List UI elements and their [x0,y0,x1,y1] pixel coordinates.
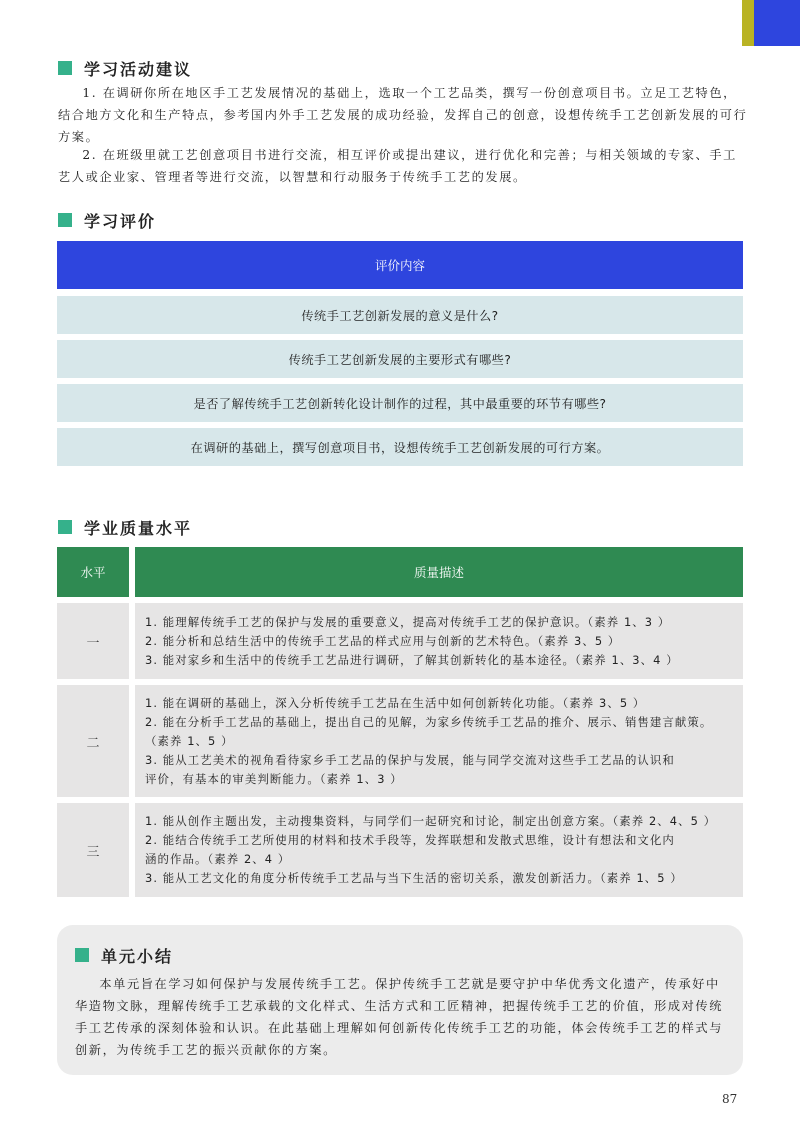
quality-level-1: 一 [57,603,129,679]
quality-desc-1 [135,603,743,679]
quality-desc-line: 1. 能在调研的基础上，深入分析传统手工艺品在生活中如何创新转化功能。（素养 3、5 ） [145,695,646,710]
quality-desc-line: 3. 能从工艺美术的视角看待家乡手工艺品的保护与发展，能与同学交流对这些手工艺品的认识和 [145,752,675,767]
quality-col-level-header: 水平 [57,547,129,597]
section-marker-icon [58,520,72,534]
activity-paragraph-1: 1. 在调研你所在地区手工艺发展情况的基础上，选取一个工艺品类，撰写一份创意项目书。立足工艺特色，结合地方文化和生产特点，参考国内外手工艺发展的成功经验，发挥自己的创意，设想传统手工艺创新发展的可行方案。 [58,86,748,144]
activity-section-title [58,58,192,78]
quality-title: 学业质量水平 [84,518,193,538]
quality-section-title [58,517,192,537]
quality-desc-line: 2. 能在分析手工艺品的基础上，提出自己的见解，为家乡传统手工艺品的推介、展示、销售建言献策。 [145,714,713,729]
quality-desc-line: 1. 能理解传统手工艺的保护与发展的重要意义，提高对传统手工艺的保护意识。（素养 1、3 ） [145,614,671,629]
quality-level-2: 二 [57,685,129,797]
quality-desc-line: 1. 能从创作主题出发，主动搜集资料，与同学们一起研究和讨论，制定出创意方案。（素养 2、4、5 ） [145,814,717,828]
quality-desc-line: 涵的作品。（素养 2、4 ） [145,852,291,866]
summary-box [57,925,743,1075]
quality-desc-line: （素养 1、5 ） [145,733,234,748]
quality-desc-3 [135,803,743,897]
corner-decoration-blue [754,0,800,46]
corner-decoration-olive [742,0,754,46]
quality-desc-line: 评价，有基本的审美判断能力。（素养 1、3 ） [145,771,403,786]
section-marker-icon [58,61,72,75]
summary-text: 本单元旨在学习如何保护与发展传统手工艺。保护传统手工艺就是要守护中华优秀文化遗产，传承好中华造物文脉，理解传统手工艺承载的文化样式、生活方式和工匠精神，把握传统手工艺的价值，形成对传统手工艺传承的深刻体验和认识。在此基础上理解如何创新传化传统手工艺的功能，体会传统手工艺的样式与创新，为传统手工艺的振兴贡献你的方案。 [75,977,724,1057]
summary-title: 单元小结 [101,946,174,966]
quality-desc-line: 2. 能分析和总结生活中的传统手工艺品的样式应用与创新的艺术特色。（素养 3、5 ） [145,633,621,648]
quality-col-desc-header: 质量描述 [135,547,743,597]
quality-desc-2 [135,685,743,797]
summary-section-title [75,945,173,965]
evaluation-title: 学习评价 [84,211,157,231]
quality-desc-line: 3. 能对家乡和生活中的传统手工艺品进行调研，了解其创新转化的基本途径。（素养 1、3、4 ） [145,652,679,667]
section-marker-icon [58,213,72,227]
quality-desc-line: 3. 能从工艺文化的角度分析传统手工艺品与当下生活的密切关系，激发创新活力。（素养 1、5 ） [145,871,683,885]
page-number: 87 [722,1092,738,1106]
quality-desc-line: 2. 能结合传统手工艺所使用的材料和技术手段等，发挥联想和发散式思维，设计有想法和文化内 [145,833,675,847]
evaluation-row: 传统手工艺创新发展的意义是什么? [57,296,743,334]
evaluation-table-header: 评价内容 [57,241,743,289]
evaluation-row: 在调研的基础上，撰写创意项目书，设想传统手工艺创新发展的可行方案。 [57,428,743,466]
evaluation-section-title [58,210,156,230]
activity-paragraph-2: 2. 在班级里就工艺创意项目书进行交流，相互评价或提出建议，进行优化和完善；与相关领域的专家、手工艺人或企业家、管理者等进行交流，以智慧和行动服务于传统手工艺的发展。 [58,148,737,184]
quality-level-3: 三 [57,803,129,897]
evaluation-row: 传统手工艺创新发展的主要形式有哪些? [57,340,743,378]
activity-title: 学习活动建议 [84,59,193,79]
evaluation-row: 是否了解传统手工艺创新转化设计制作的过程，其中最重要的环节有哪些? [57,384,743,422]
section-marker-icon [75,948,89,962]
